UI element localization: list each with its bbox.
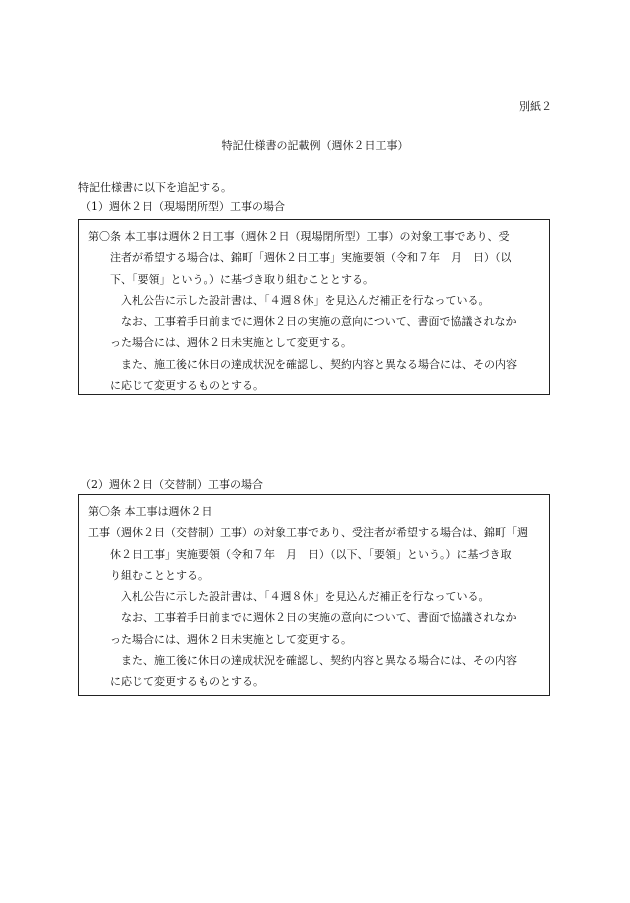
- clause-line: 休２日工事」実施要領（令和７年 月 日）（以下、「要領」という。）に基づき取: [110, 547, 512, 561]
- intro-text: 特記仕様書に以下を追記する。: [78, 181, 232, 194]
- clause-line: また、施工後に休日の達成状況を確認し、契約内容と異なる場合には、その内容: [121, 654, 517, 668]
- clause-line: 入札公告に示した設計書は、「４週８休」を見込んだ補正を行なっている。: [121, 293, 490, 307]
- clause-line: また、施工後に休日の達成状況を確認し、契約内容と異なる場合には、その内容: [121, 357, 517, 371]
- clause-line: 第〇条 本工事は週休２日工事（週休２日（現場閉所型）工事）の対象工事であり、受: [88, 230, 510, 243]
- clause-line: った場合には、週休２日未実施として変更する。: [110, 632, 352, 646]
- section1-clause-box: [78, 219, 550, 395]
- clause-line: に応じて変更するものとする。: [110, 379, 264, 393]
- section2-clause-box: [78, 494, 550, 696]
- section1-heading: （1）週休２日（現場閉所型）工事の場合: [80, 200, 285, 213]
- clause-line: 注者が希望する場合は、錦町「週休２日工事」実施要領（令和７年 月 日）（以: [110, 251, 512, 265]
- annex-label: 別紙２: [519, 100, 552, 113]
- clause-line: 第〇条 本工事は週休２日: [88, 505, 213, 518]
- clause-line: なお、工事着手日前までに週休２日の実施の意向について、書面で協議されなか: [121, 611, 517, 625]
- clause-line: 入札公告に示した設計書は、「４週８休」を見込んだ補正を行なっている。: [121, 590, 490, 604]
- clause-line: った場合には、週休２日未実施として変更する。: [110, 336, 352, 350]
- clause-line: 工事（週休２日（交替制）工事）の対象工事であり、受注者が希望する場合は、錦町「週: [88, 526, 528, 540]
- clause-line: なお、工事着手日前までに週休２日の実施の意向について、書面で協議されなか: [121, 315, 517, 329]
- section2-heading: （2）週休２日（交替制）工事の場合: [80, 478, 263, 491]
- document-title: 特記仕様書の記載例（週休２日工事）: [221, 139, 409, 152]
- clause-line: 下、「要領」という。）に基づき取り組むこととする。: [110, 272, 374, 286]
- clause-line: り組むこととする。: [110, 568, 209, 582]
- clause-line: に応じて変更するものとする。: [110, 675, 264, 689]
